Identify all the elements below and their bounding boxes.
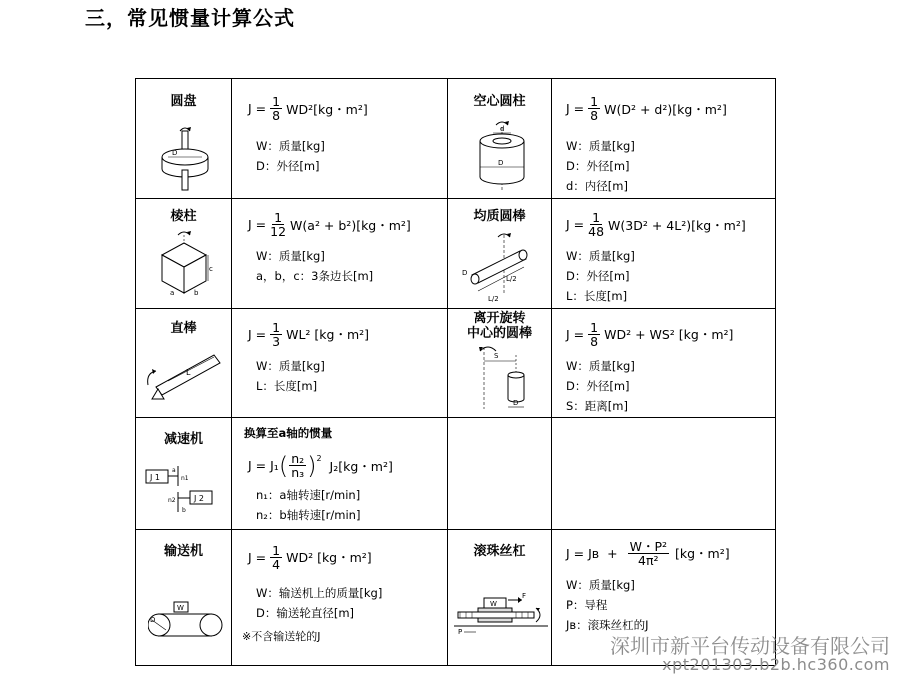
fraction-denominator: 8 (590, 333, 599, 349)
hollow-D-label: D (498, 159, 504, 167)
variable-line: n₂：b轴转速[r/min] (256, 508, 361, 523)
fraction-denominator: 8 (590, 108, 599, 123)
fraction-numerator: n₂ (291, 451, 305, 467)
shape-cell-prism (136, 199, 232, 308)
shape-name: 滚珠丝杠 (473, 543, 526, 559)
gear-J1-label: J 1 (150, 473, 160, 483)
formula: J = $\frac{1}{4}$ WD² [kg・m²] (248, 542, 372, 572)
variable-line: W：质量[kg] (256, 139, 325, 153)
prism-diagram (158, 229, 218, 301)
variable-line: P：导程 (566, 597, 608, 612)
variable-line: L：长度[m] (256, 378, 318, 393)
shape-name: 输送机 (163, 543, 203, 559)
formula: J = $\frac{1}{8}$ W(D² + d²)[kg・m²] (566, 94, 727, 123)
formula-cell-uniform-rod (552, 199, 776, 308)
shape-name-line2: 中心的圆棒 (466, 325, 532, 341)
fraction (270, 95, 282, 122)
variable-line: D：外径[m] (566, 378, 630, 393)
reducer-diagram (144, 464, 224, 516)
variable-line: D：外径[m] (566, 159, 630, 173)
formula-rhs: WD² [kg・m²] (286, 550, 372, 565)
fraction (628, 540, 669, 567)
reducer-subtitle: 换算至a轴的惯量 (244, 426, 333, 441)
formula-lhs: J (248, 217, 252, 233)
variable-line: W：质量[kg] (566, 577, 635, 592)
shape-cell-hollow-cylinder (448, 79, 552, 199)
variable-line: n₁：a轴转速[r/min] (256, 488, 361, 503)
variable-line: d：内径[m] (566, 179, 628, 193)
fraction (588, 321, 600, 348)
variable-line: D：外径[m] (566, 269, 630, 284)
fraction-numerator: 1 (272, 94, 281, 109)
left-paren: ( (278, 451, 289, 480)
formula-rhs: W(3D² + 4L²)[kg・m²] (608, 217, 746, 233)
variable-line: W：质量[kg] (256, 358, 325, 373)
fraction-denominator: 4π² (638, 552, 659, 568)
fraction (270, 211, 286, 238)
formula-jb: Jв (588, 545, 600, 561)
screw-P-label: P (458, 627, 463, 636)
fraction-denominator: 8 (272, 108, 281, 123)
formula-cell-hollow-cylinder (552, 79, 776, 199)
shape-cell-disk (136, 79, 232, 199)
table-row (136, 308, 776, 417)
formula: J = $\frac{1}{48}$ W(3D² + 4L²)[kg・m²] (566, 210, 746, 240)
empty-cell (448, 418, 552, 529)
formula-lhs: J (248, 549, 252, 565)
variable-line: W：质量[kg] (566, 358, 635, 373)
disk-diagram (158, 123, 212, 195)
shape-name: 减速机 (163, 432, 203, 448)
page-heading: 三，常见惯量计算公式 (85, 6, 295, 30)
prism-c-label: c (209, 265, 213, 274)
formula: J = $\frac{1}{8}$ WD²[kg・m²] (248, 94, 368, 123)
disk-d-label: D (172, 149, 178, 157)
shape-cell-uniform-rod (448, 199, 552, 308)
fraction-denominator: n₃ (291, 465, 305, 481)
variable-line: D：输送轮直径[m] (256, 605, 355, 620)
table-row (136, 418, 776, 529)
straight-bar-diagram (144, 345, 228, 403)
empty-cell (552, 418, 776, 529)
formula-cell-reducer (232, 418, 448, 529)
shape-cell-ball-screw (448, 529, 552, 666)
fraction-numerator: 1 (272, 319, 281, 335)
formula-rhs: WD² + WS² [kg・m²] (604, 327, 734, 343)
gear-n2-label: n2 (168, 497, 176, 505)
fraction (588, 211, 604, 238)
fraction-numerator: 1 (272, 542, 281, 558)
shape-name: 直棒 (170, 320, 197, 336)
bar-L-label: L (186, 367, 191, 377)
shape-cell-straight-bar (136, 308, 232, 417)
shape-name-line1: 离开旋转 (473, 310, 526, 326)
fraction-numerator: W・P² (629, 538, 667, 554)
formula-cell-straight-bar (232, 308, 448, 417)
fraction-numerator: 1 (592, 210, 601, 226)
ball-screw-diagram (452, 592, 552, 642)
variable-line: a，b，c：3条边长[m] (256, 269, 374, 284)
fraction (270, 544, 282, 571)
conv-D-label: D (150, 615, 156, 624)
formula-lhs: J (566, 326, 570, 342)
offset-rod-diagram (470, 343, 536, 415)
variable-line: W：输送机上的质量[kg] (256, 585, 383, 600)
variable-line: S：距离[m] (566, 398, 628, 413)
variable-line: W：质量[kg] (566, 249, 635, 264)
watermark-url: xpt201303.b2b.hc360.com (662, 655, 890, 674)
fraction (289, 452, 306, 479)
gear-J2-label: J 2 (194, 494, 204, 504)
uniform-rod-diagram (458, 231, 542, 305)
gear-n1-label: n1 (181, 475, 189, 483)
screw-F-label: F (522, 591, 527, 600)
prism-a-label: a (170, 289, 175, 298)
formula-rhs: WL² [kg・m²] (286, 327, 370, 343)
formula-cell-conveyor (232, 529, 448, 666)
formula-rhs: W(D² + d²)[kg・m²] (604, 101, 727, 117)
variable-line: L：长度[m] (566, 289, 628, 304)
formula-rhs: [kg・m²] (675, 546, 730, 561)
fraction (588, 95, 600, 122)
shape-name: 空心圆柱 (473, 94, 526, 109)
formula: J = $\frac{1}{3}$ WL² [kg・m²] (248, 319, 370, 349)
offset-D-label: D (513, 398, 519, 407)
gear-b-label: b (182, 507, 186, 515)
formula-rhs: J₂[kg・m²] (329, 458, 393, 474)
formula: J = Jв + $\frac{\text{W・P²}}{\text{4π²}}$ [kg・m²] (566, 538, 730, 568)
shape-name: 圆盘 (170, 94, 197, 109)
formula-rhs: W(a² + b²)[kg・m²] (290, 217, 411, 233)
prism-b-label: b (194, 289, 199, 298)
conv-W-label: W (177, 603, 184, 612)
rod-L1-label: L/2 (506, 275, 517, 284)
variable-line: W：质量[kg] (256, 249, 325, 264)
table-row (136, 79, 776, 199)
formula: J = $\frac{1}{12}$ W(a² + b²)[kg・m²] (248, 210, 411, 240)
fraction-denominator: 3 (272, 333, 281, 349)
formula-cell-offset-rod (552, 308, 776, 417)
formula-lhs: J (248, 101, 252, 116)
shape-cell-reducer (136, 418, 232, 529)
offset-S-label: S (494, 351, 499, 360)
hollow-cylinder-diagram (476, 119, 528, 195)
formula-j1: J₁ (270, 458, 279, 474)
formula: J = J₁ ( $\frac{\text{n₂}}{\text{n₃}}$ ) $^2$ J₂[kg・m²] (248, 451, 393, 481)
formula-lhs: J (566, 217, 570, 233)
formula-cell-disk (232, 79, 448, 199)
rod-D-label: D (462, 269, 468, 278)
formula-lhs: J (566, 101, 570, 116)
shape-name: 均质圆棒 (473, 209, 526, 225)
formula-lhs: J (248, 458, 252, 474)
conveyor-note: ※不含输送轮的J (242, 629, 321, 643)
screw-W-label: W (490, 599, 497, 608)
gear-a-label: a (172, 467, 176, 475)
shape-cell-offset-rod (448, 308, 552, 417)
variable-line: W：质量[kg] (566, 139, 635, 153)
fraction-denominator: 4 (272, 556, 281, 572)
formula-lhs: J (248, 326, 252, 342)
formula: J = $\frac{1}{8}$ WD² + WS² [kg・m²] (566, 319, 734, 349)
hollow-d-label: d (500, 125, 505, 133)
right-paren: ) (307, 451, 317, 480)
fraction-numerator: 1 (590, 94, 599, 109)
fraction-denominator: 48 (588, 224, 605, 240)
fraction-numerator: 1 (590, 319, 599, 335)
exponent: 2 (316, 454, 322, 464)
conveyor-diagram (148, 600, 224, 640)
watermark-company: 深圳市新平台传动设备有限公司 (610, 634, 890, 658)
rod-L2-label: L/2 (488, 295, 499, 304)
fraction-denominator: 12 (270, 224, 287, 240)
formula-cell-prism (232, 199, 448, 308)
shape-cell-conveyor (136, 529, 232, 666)
formula-rhs: WD²[kg・m²] (286, 101, 368, 117)
variable-line: Jв：滚珠丝杠的J (566, 617, 649, 632)
fraction-numerator: 1 (274, 210, 283, 226)
shape-name: 棱柱 (170, 209, 197, 225)
table-row (136, 199, 776, 308)
variable-line: D：外径[m] (256, 159, 320, 173)
inertia-formula-table (135, 78, 776, 666)
formula-lhs: J (566, 545, 570, 561)
fraction (270, 321, 282, 348)
